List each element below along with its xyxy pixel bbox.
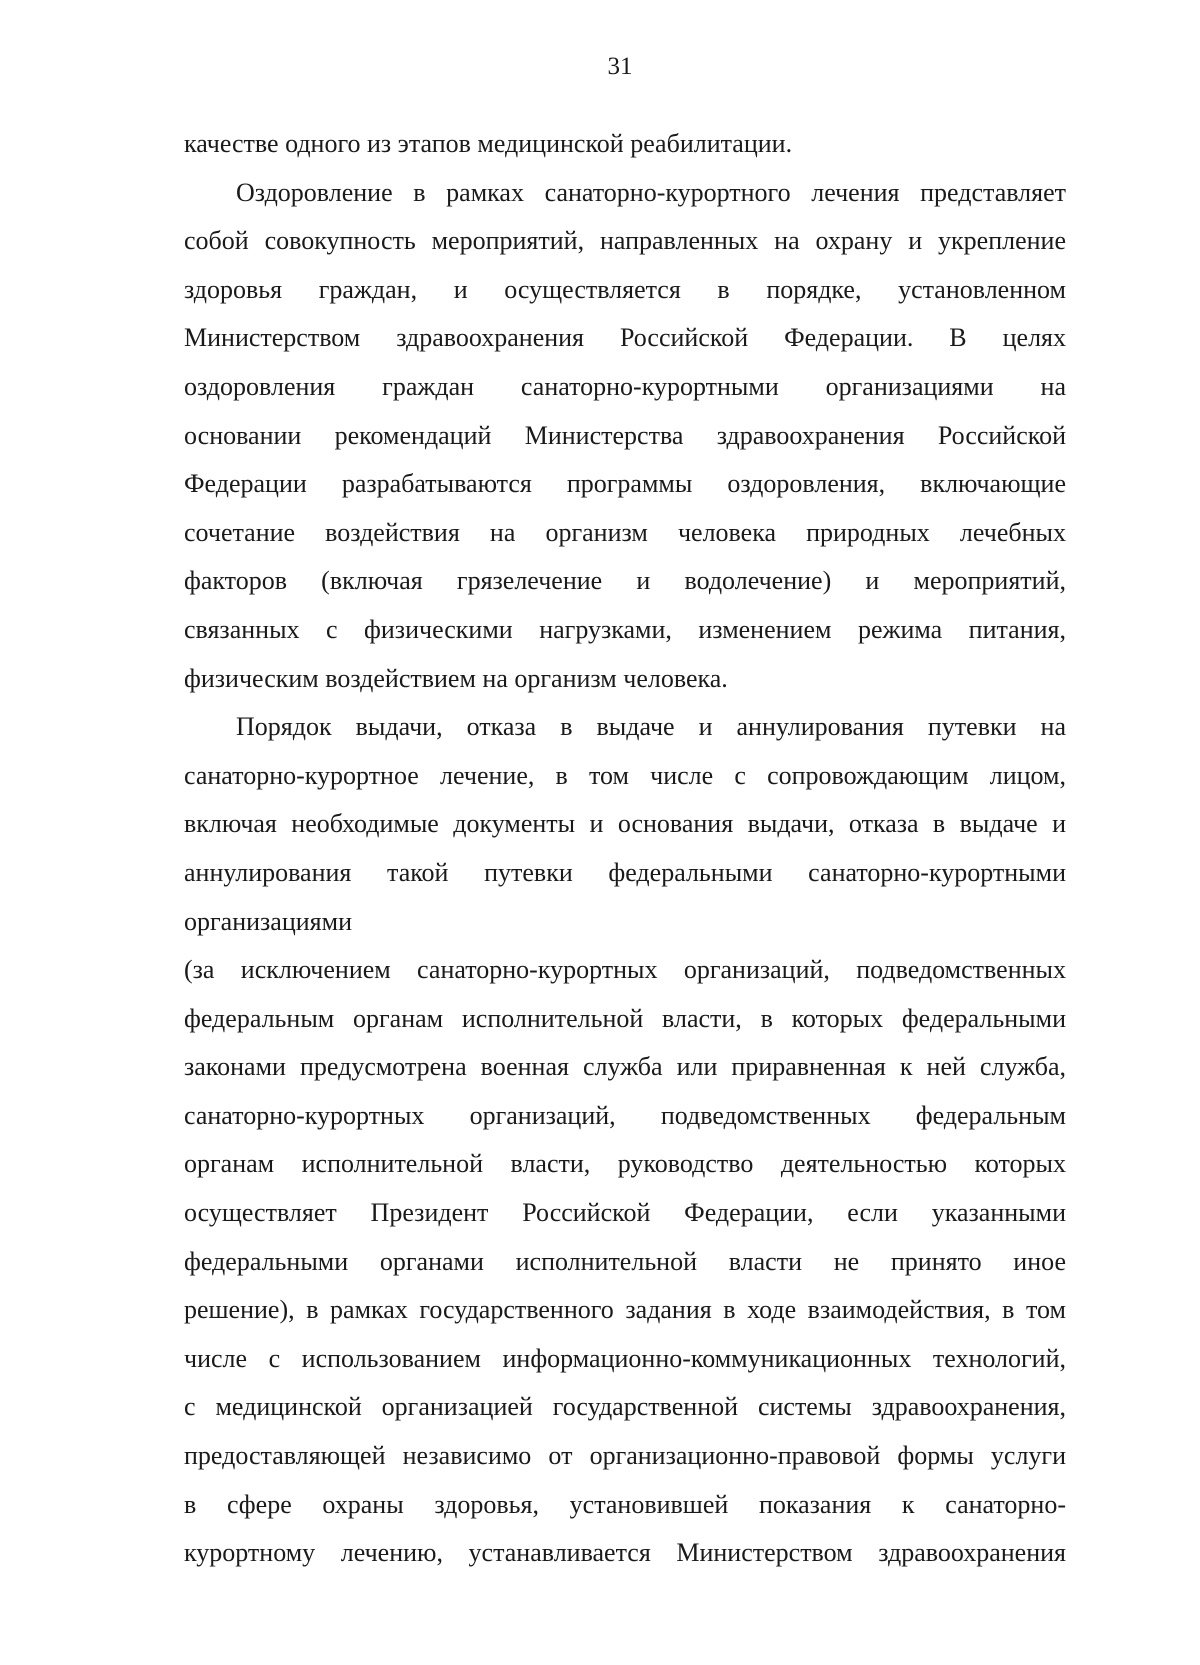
text-line: предоставляющей независимо от организационно-правовой формы услуги [184, 1441, 1066, 1471]
paragraph-2 [184, 169, 1066, 704]
text-line: курортному лечению, устанавливается Министерством здравоохранения [184, 1538, 1066, 1568]
text-line: Оздоровление в рамках санаторно-курортного лечения представляет [236, 177, 1066, 207]
text-line: (за исключением санаторно-курортных организаций, подведомственных [184, 955, 1066, 985]
page-number: 31 [607, 53, 633, 80]
text-line: осуществляет Президент Российской Федерации, если указанными [184, 1198, 1066, 1228]
paragraph-3 [184, 703, 1066, 946]
text-line: числе с использованием информационно-коммуникационных технологий, [184, 1343, 1066, 1373]
text-line: собой совокупность мероприятий, направленных на охрану и укрепление [184, 226, 1066, 256]
text-line: Министерством здравоохранения Российской Федерации. В целях [184, 323, 1066, 353]
text-line: федеральным органам исполнительной власти, в которых федеральными [184, 1003, 1066, 1033]
text-line: с медицинской организацией государственной системы здравоохранения, [184, 1392, 1066, 1422]
text-line: федеральными органами исполнительной власти не принято иное [184, 1246, 1066, 1276]
text-line: органам исполнительной власти, руководство деятельностью которых [184, 1149, 1066, 1179]
text-line: включая необходимые документы и основания выдачи, отказа в выдаче и [184, 809, 1066, 839]
text-line: основании рекомендаций Министерства здравоохранения Российской [184, 420, 1066, 450]
text-line: физическим воздействием на организм человека. [184, 663, 728, 693]
text-line: Федерации разрабатываются программы оздоровления, включающие [184, 469, 1066, 499]
text-line: качестве одного из этапов медицинской реабилитации. [184, 129, 793, 158]
text-line: Порядок выдачи, отказа в выдаче и аннулирования путевки на [236, 712, 1066, 742]
text-line: здоровья граждан, и осуществляется в порядке, установленном [184, 274, 1066, 304]
text-line: сочетание воздействия на организм человека природных лечебных [184, 517, 1066, 547]
text-line: организациями [184, 906, 352, 936]
text-line: законами предусмотрена военная служба или приравненная к ней служба, [184, 1052, 1066, 1082]
text-line: факторов (включая грязелечение и водолечение) и мероприятий, [184, 566, 1066, 596]
paragraph-1 [184, 120, 1066, 169]
text-line: аннулирования такой путевки федеральными санаторно-курортными [184, 857, 1066, 887]
text-line: санаторно-курортное лечение, в том числе с сопровождающим лицом, [184, 760, 1066, 790]
paragraph-4 [184, 946, 1066, 1578]
text-line: оздоровления граждан санаторно-курортными организациями на [184, 371, 1066, 401]
text-line: связанных с физическими нагрузками, изменением режима питания, [184, 614, 1066, 644]
document-body [184, 120, 1066, 1578]
text-line: решение), в рамках государственного задания в ходе взаимодействия, в том [184, 1295, 1066, 1325]
text-line: санаторно-курортных организаций, подведомственных федеральным [184, 1100, 1066, 1130]
text-line: в сфере охраны здоровья, установившей показания к санаторно- [184, 1489, 1066, 1519]
